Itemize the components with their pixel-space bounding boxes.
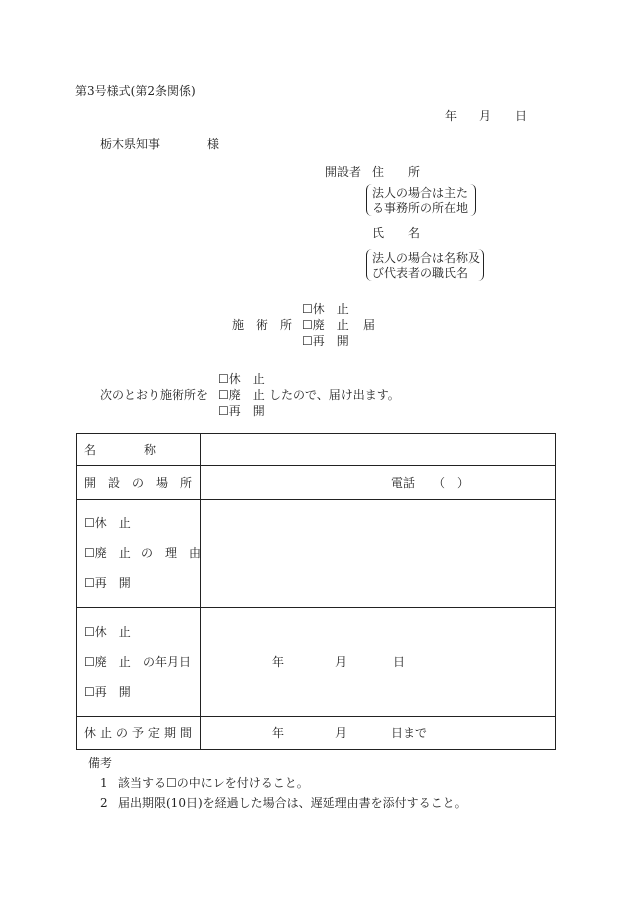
statement-prefix: 次のとおり施術所を xyxy=(100,388,209,402)
date-day: 日 xyxy=(393,655,406,669)
name-note-line: び代表者の職氏名 xyxy=(372,266,469,280)
title-suffix: 届 xyxy=(363,318,376,332)
title-option: ☐廃 止 xyxy=(302,318,349,332)
period-label: 休止の予定期間 xyxy=(84,726,197,740)
title-option: ☐再 開 xyxy=(302,334,349,348)
statement-option: ☐再 開 xyxy=(218,404,265,418)
name-value-cell[interactable] xyxy=(201,434,556,466)
address-note-line: 法人の場合は主た xyxy=(372,186,469,200)
period-value-cell[interactable] xyxy=(201,717,556,750)
title-prefix: 施 術 所 xyxy=(232,318,293,332)
name-row xyxy=(77,434,556,466)
location-label: 開 設 の 場 所 xyxy=(84,476,193,490)
phone-label: 電話 （ ） xyxy=(391,476,470,490)
name-note-bracket xyxy=(366,249,484,281)
notes-title: 備考 xyxy=(88,756,113,770)
date-label: の年月日 xyxy=(143,655,192,669)
period-year: 年 xyxy=(272,726,285,740)
addressee: 栃木県知事 xyxy=(100,137,161,151)
date-value-cell[interactable] xyxy=(201,608,556,717)
form-table xyxy=(76,433,556,750)
period-day: 日まで xyxy=(391,726,428,740)
address-note-bracket xyxy=(366,184,476,216)
note-text: 届出期限(10日)を経過した場合は、遅延理由書を添付すること。 xyxy=(118,796,467,810)
name-label: 名 称 xyxy=(84,443,157,457)
note-number: 1 xyxy=(100,776,108,790)
reason-option: ☐再 開 xyxy=(84,576,131,590)
date-option: ☐廃 止 xyxy=(84,655,131,669)
form-number: 第3号様式(第2条関係) xyxy=(75,84,196,98)
period-row xyxy=(77,717,556,750)
reason-option: ☐廃 止 xyxy=(84,546,131,560)
reason-label: の 理 由 xyxy=(141,546,202,560)
date-row xyxy=(77,608,556,717)
date-option: ☐休 止 xyxy=(84,625,131,639)
period-month: 月 xyxy=(335,726,348,740)
name-note-line: 法人の場合は名称及 xyxy=(372,251,481,265)
honorific: 様 xyxy=(207,137,220,151)
applicant-role: 開設者 xyxy=(325,165,362,179)
note-number: 2 xyxy=(100,796,108,810)
reason-option: ☐休 止 xyxy=(84,516,131,530)
location-row xyxy=(77,466,556,500)
date-month: 月 xyxy=(479,109,492,123)
statement-suffix: したので、届け出ます。 xyxy=(269,388,400,402)
statement-option: ☐廃 止 xyxy=(218,388,265,402)
date-month: 月 xyxy=(335,655,348,669)
statement-option: ☐休 止 xyxy=(218,372,265,386)
address-label: 住 所 xyxy=(372,165,421,179)
date-day: 日 xyxy=(515,109,528,123)
reason-value-cell[interactable] xyxy=(201,500,556,608)
date-year: 年 xyxy=(445,109,458,123)
name-label: 氏 名 xyxy=(372,226,421,240)
title-option: ☐休 止 xyxy=(302,302,349,316)
reason-row xyxy=(77,500,556,608)
date-option: ☐再 開 xyxy=(84,685,131,699)
address-note-line: る事務所の所在地 xyxy=(372,201,469,215)
date-year: 年 xyxy=(272,655,285,669)
note-text: 該当する☐の中にレを付けること。 xyxy=(118,776,309,790)
location-value-cell[interactable] xyxy=(201,466,556,500)
